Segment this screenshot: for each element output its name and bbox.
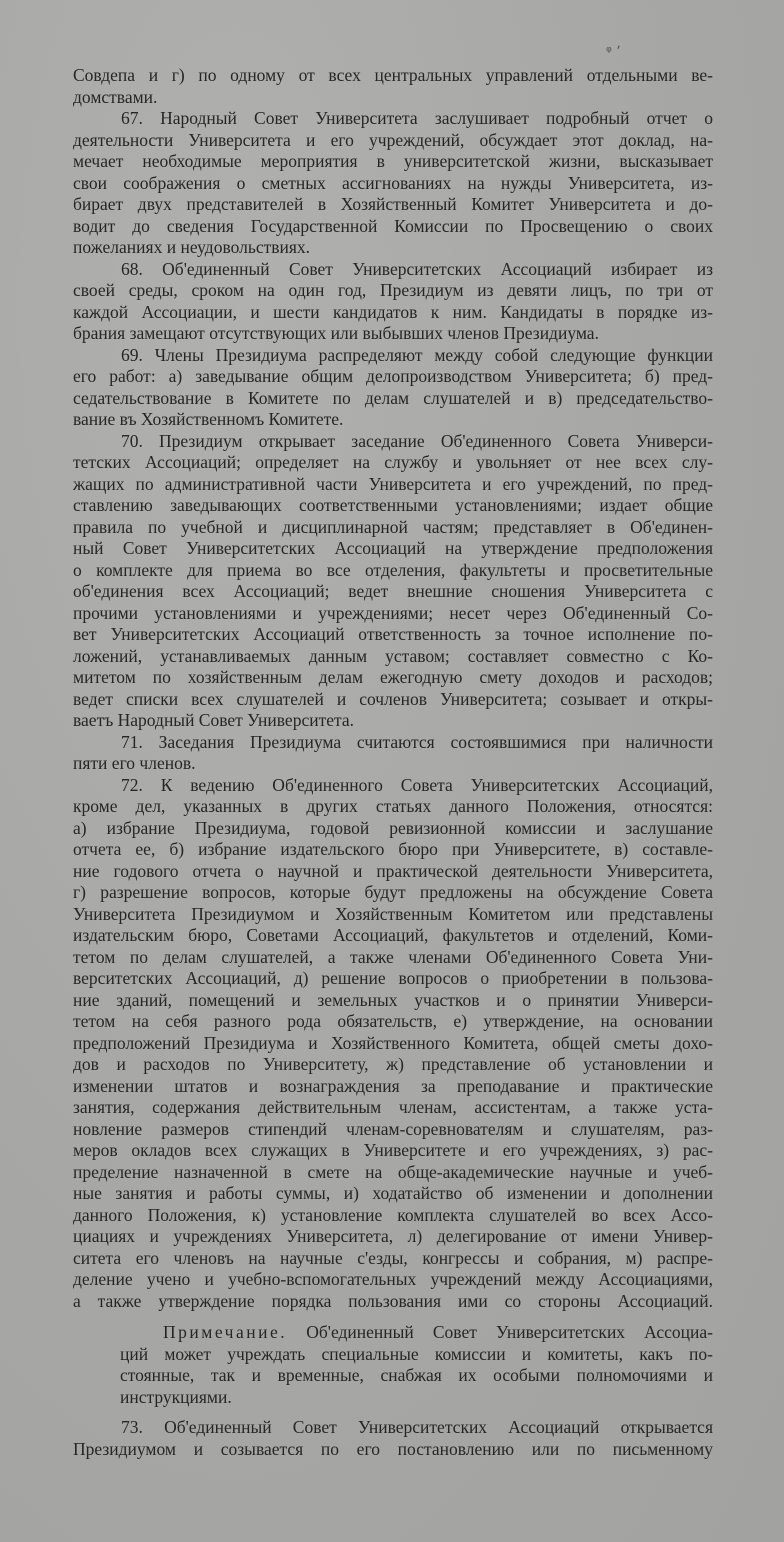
text-line: ложений, устанавливаемых данным уставом; составляет совместно с Ко- <box>73 645 713 666</box>
text-line: 69. Члены Президиума распределяют между собой следующие функции <box>121 344 713 365</box>
text-line: пяти его членов. <box>73 753 196 773</box>
text-line: правила по учебной и дисциплинарной частям; представляет в Об'единен- <box>73 516 713 537</box>
text-line: 71. Заседания Президиума считаются состоявшимися при наличности <box>121 731 713 752</box>
paragraph <box>73 259 713 345</box>
text-line: предположений Президиума и Хозяйственного Комитета, общей сметы дохо- <box>73 1032 713 1053</box>
text-line: прочими установлениями и учреждениями; несет через Об'единенный Со- <box>73 602 713 623</box>
text-line: 73. Об'единенный Совет Университетских Ассоциаций открывается <box>121 1417 713 1437</box>
paragraph <box>73 108 713 259</box>
text-line: 68. Об'единенный Совет Университетских Ассоциаций избирает из <box>121 258 713 279</box>
text-line: ние зданий, помещений и земельных участков и о принятии Универси- <box>73 989 713 1010</box>
text-line: тетом по делам слушателей, а также членами Об'единенного Совета Уни- <box>73 946 713 967</box>
text-line: деятельности Университета и его учреждений, обсуждает этот доклад, на- <box>73 129 713 150</box>
text-line: тетом на себя разного рода обязательств, е) утверждение, на основании <box>73 1011 713 1031</box>
text-line: ситета его членовъ на научные с'езды, конгрессы и собрания, м) распре- <box>73 1247 713 1268</box>
text-line: каждой Ассоциации, и шести кандидатов к ним. Кандидаты в порядке из- <box>73 301 713 322</box>
text-line: седательствование в Комитете по делам слушателей и в) председательство- <box>73 387 713 408</box>
text-line: инструкциями. <box>120 1386 232 1407</box>
text-line: новление размеров стипендий членам-соревнователям и слушателям, раз- <box>73 1118 713 1139</box>
text-line: мечает необходимые мероприятия в университетской жизни, высказывает <box>73 151 713 171</box>
text-line: ведет списки всех слушателей и сочленов Университета; созывает и откры- <box>73 688 713 709</box>
text-line: а также утверждение порядка пользования ими со стороны Ассоциаций. <box>73 1290 713 1311</box>
text-line: о комплекте для приема во все отделения, факультеты и просветительные <box>73 559 713 580</box>
paragraph <box>73 65 713 108</box>
text-line: издательским бюро, Советами Ассоциаций, факультетов и отделений, Коми- <box>73 925 713 945</box>
text-line: 70. Президиум открывает заседание Об'единенного Совета Универси- <box>121 430 713 451</box>
text-line: Совдепа и г) по одному от всех центральных управлений отдельными ве- <box>73 65 713 85</box>
text-line: занятия, содержания действительным членам, ассистентам, а также уста- <box>73 1097 713 1117</box>
margin-pencil-mark: ᵠ ʼ <box>606 44 621 60</box>
text-line: его работ: а) заведывание общим делопроизводством Университета; б) пред- <box>73 366 713 386</box>
text-line: ваетъ Народный Совет Университета. <box>73 710 354 730</box>
text-line: жащих по административной части Университета и его учреждений, по пред- <box>73 473 713 494</box>
text-line: вание въ Хозяйственномъ Комитете. <box>73 409 344 429</box>
paragraph <box>73 775 713 1313</box>
text-line: ций может учреждать специальные комиссии и комитеты, какъ по- <box>120 1343 713 1364</box>
text-line <box>120 1322 713 1344</box>
text-line: Президиумом и созывается по его постановлению или по письменному <box>73 1438 713 1459</box>
text-line: свои соображения о сметных ассигнованиях на нужды Университета, из- <box>73 172 713 193</box>
text-line: стоянные, так и временные, снабжая их особыми полномочиями и <box>120 1365 713 1385</box>
text-line: ный Совет Университетских Ассоциаций на утверждение предположения <box>73 538 713 558</box>
paragraph <box>73 732 713 775</box>
text-line: тетских Ассоциаций; определяет на службу и увольняет от нее всех слу- <box>73 452 713 472</box>
text-line: вет Университетских Ассоциаций ответственность за точное исполнение по- <box>73 624 713 644</box>
text-line: ставлению заведывающих соответственными установлениями; издает общие <box>73 495 713 515</box>
text-line: меров окладов всех служащих в Университете и его учреждениях, з) рас- <box>73 1140 713 1160</box>
text-line: дов и расходов по Университету, ж) представление об установлении и <box>73 1054 713 1074</box>
note-label: Примечание. <box>163 1322 288 1342</box>
paragraph <box>73 431 713 732</box>
paragraph <box>73 1417 713 1460</box>
note-text: Об'единенный Совет Университетских Ассоциа- <box>306 1322 713 1342</box>
note-paragraph <box>73 1322 713 1408</box>
document-page <box>73 65 713 1460</box>
text-line: брания замещают отсутствующих или выбывших членов Президиума. <box>73 323 599 343</box>
text-line: 72. К ведению Об'единенного Совета Университетских Ассоциаций, <box>121 774 713 795</box>
text-line: пожеланиях и неудовольствиях. <box>73 237 311 257</box>
text-line: верситетских Ассоциаций, д) решение вопросов о приобретении в пользова- <box>73 968 713 988</box>
text-line: митетом по хозяйственным делам ежегодную смету доходов и расходов; <box>73 667 713 687</box>
text-line: данного Положения, к) установление комплекта слушателей во всех Ассо- <box>73 1204 713 1225</box>
text-line: ные занятия и работы суммы, и) ходатайство об изменении и дополнении <box>73 1183 713 1203</box>
text-line: кроме дел, указанных в других статьях данного Положения, относятся: <box>73 796 713 816</box>
text-line: домствами. <box>73 86 158 107</box>
text-line: 67. Народный Совет Университета заслушивает подробный отчет о <box>121 108 713 128</box>
text-line: циациях и учреждениях Университета, л) делегирование от имени Универ- <box>73 1226 713 1246</box>
text-line: пределение назначенной в смете на обще-академические научные и учеб- <box>73 1161 713 1182</box>
text-line: ние годового отчета о научной и практической деятельности Университета, <box>73 860 713 881</box>
text-line: своей среды, сроком на один год, Президиум из девяти лицъ, по три от <box>73 280 713 300</box>
paragraph <box>73 345 713 431</box>
text-line: об'единения всех Ассоциаций; ведет внешние сношения Университета с <box>73 581 713 601</box>
text-line: бирает двух представителей в Хозяйственный Комитет Университета и до- <box>73 194 713 214</box>
text-line: отчета ее, б) избрание издательского бюро при Университете, в) составле- <box>73 839 713 859</box>
text-line: г) разрешение вопросов, которые будут предложены на обсуждение Совета <box>73 882 713 902</box>
text-line: водит до сведения Государственной Комиссии по Просвещению о своих <box>73 215 713 236</box>
text-line: изменении штатов и вознаграждения за преподавание и практические <box>73 1075 713 1096</box>
text-line: Университета Президиумом и Хозяйственным Комитетом или представлены <box>73 903 713 924</box>
text-line: а) избрание Президиума, годовой ревизионной комиссии и заслушание <box>73 817 713 838</box>
text-line: деление учено и учебно-вспомогательных учреждений между Ассоциациями, <box>73 1269 713 1289</box>
